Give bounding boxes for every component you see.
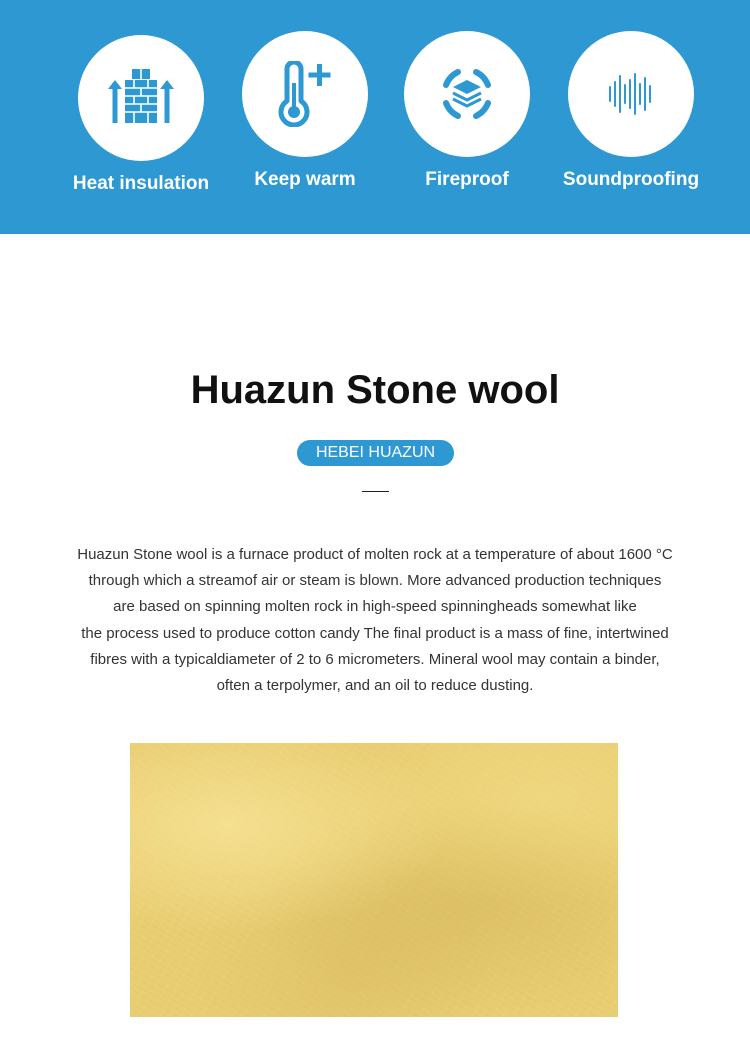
feature-label: Fireproof <box>425 169 509 190</box>
brick-wall-heat-icon <box>105 67 177 129</box>
feature-label: Heat insulation <box>72 173 210 194</box>
description-line: Huazun Stone wool is a furnace product of molten rock at a temperature of about 1600 °C <box>77 546 673 563</box>
thermometer-plus-icon <box>273 61 337 127</box>
feature-icon-circle <box>78 35 204 161</box>
sound-wave-icon <box>607 72 655 116</box>
feature-band <box>0 0 750 234</box>
feature-soundproofing <box>546 31 716 191</box>
stone-wool-photo <box>130 743 618 1017</box>
feature-keep-warm <box>220 31 390 191</box>
description-line: through which a streamof air or steam is blown. More advanced production techniques <box>88 572 662 590</box>
feature-heat-insulation <box>56 35 226 195</box>
company-badge: HEBEI HUAZUN <box>297 440 454 466</box>
layers-fireproof-icon <box>433 60 501 128</box>
description-line: often a terpolymer, and an oil to reduce dusting. <box>216 677 534 695</box>
feature-label: Soundproofing <box>562 169 700 190</box>
product-description <box>40 542 710 699</box>
divider <box>362 491 389 492</box>
feature-icon-circle <box>568 31 694 157</box>
description-line: the process used to produce cotton candy The final product is a mass of fine, intertwined <box>81 624 669 642</box>
feature-icon-circle <box>242 31 368 157</box>
description-line: are based on spinning molten rock in high-speed spinningheads somewhat like <box>113 598 637 616</box>
description-line: fibres with a typicaldiameter of 2 to 6 micrometers. Mineral wool may contain a binder, <box>90 650 660 668</box>
page-title: Huazun Stone wool <box>190 368 560 412</box>
feature-icon-circle <box>404 31 530 157</box>
feature-fireproof <box>382 31 552 191</box>
feature-label: Keep warm <box>254 169 356 190</box>
